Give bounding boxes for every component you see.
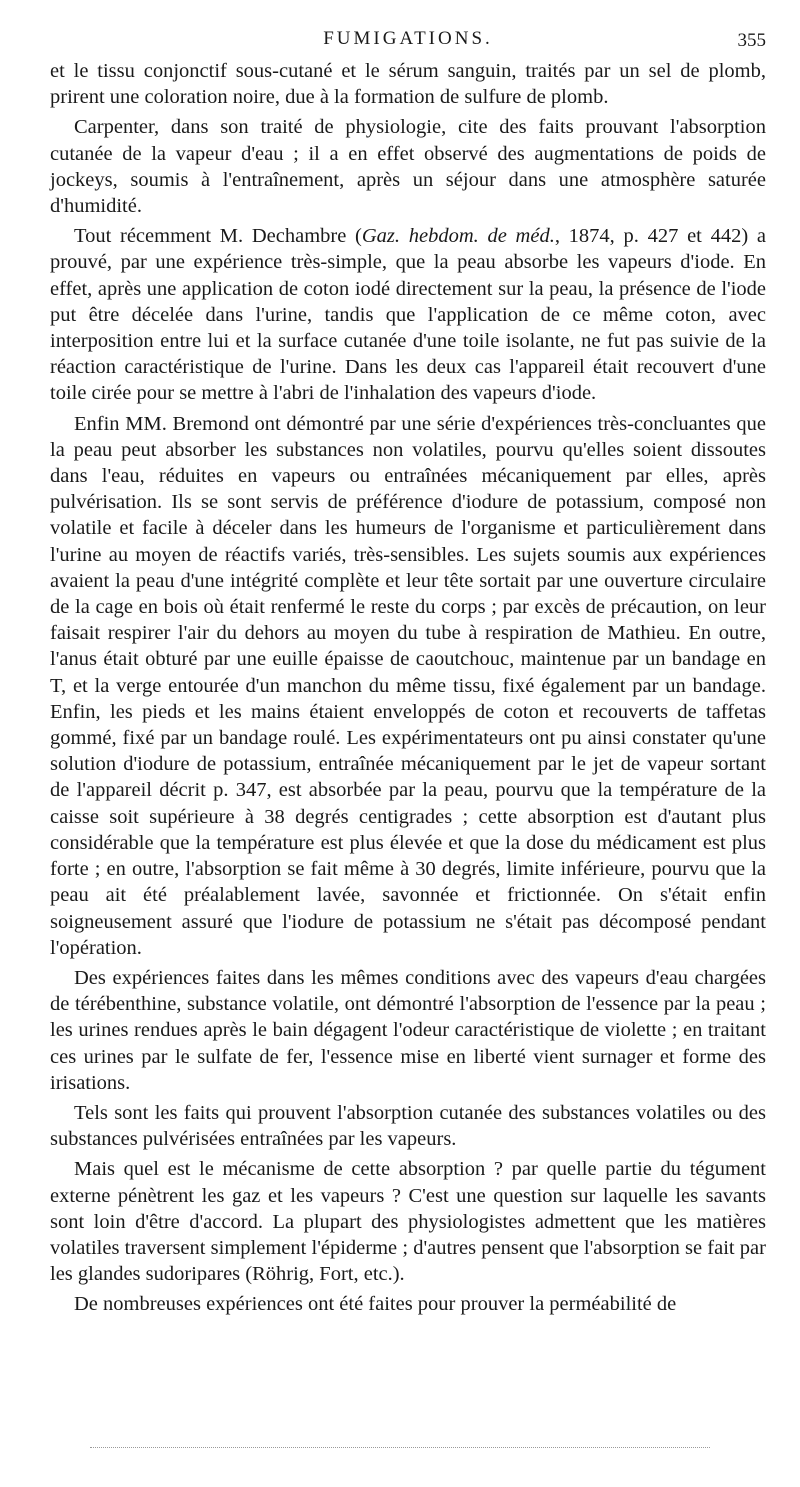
running-head [50, 28, 766, 58]
body-text [50, 58, 766, 1318]
paragraph-permeability: De nombreuses expériences ont été faites pour prouver la perméabilité de [74, 1293, 677, 1316]
paragraph-bremond: Enfin MM. Bremond ont démontré par une série d'expériences très-concluantes que la peau peut absorber les substances non volatiles, pourvu qu'elles soient dissoutes dans l'eau, réduites en vapeurs ou entraînées mécaniquement par elles, après pulvérisation. Ils se sont servis de préférence d'iodure de potassium, composé non volatile et facile à déceler dans les humeurs de l'organisme et particulièrement dans l'urine au moyen de réactifs variés, très-sensibles. Les sujets soumis aux expériences avaient la peau d'une intégrité complète et leur tête sortait par une ouverture circulaire de la cage en bois où était renfermé le reste du corps ; par excès de précaution, on leur faisait respirer l'air du dehors au moyen du tube à respiration de Mathieu. En outre, l'anus était obturé par une euille épaisse de caoutchouc, maintenue par un bandage en T, et la verge entourée d'un manchon du même tissu, fixé également par un bandage. Enfin, les pieds et les mains étaient enveloppés de coton et recouverts de taffetas gommé, fixé par un bandage roulé. Les expérimentateurs ont pu ainsi constater qu'une solution d'iodure de potassium, entraînée mécaniquement par le jet de vapeur sortant de l'appareil décrit p. 347, est absorbée par la peau, pourvu que la température de la caisse soit supérieure à 38 degrés centigrades ; cette absorption est d'autant plus considérable que la température est plus élevée et que la dose du médicament est plus forte ; en outre, l'absorption se fait même à 30 degrés, limite inférieure, pourvu que la peau ait été préalablement lavée, savonnée et frictionnée. On s'était enfin soigneusement assuré que l'iodure de potassium ne s'était pas décomposé pendant l'opération. [50, 412, 766, 959]
paragraph-mechanism: Mais quel est le mécanisme de cette absorption ? par quelle partie du tégument externe pénètrent les gaz et les vapeurs ? C'est une question sur laquelle les savants sont loin d'être d'accord. La plupart des physiologistes admettent que les matières volatiles traversent simplement l'épiderme ; d'autres pensent que l'absorption se fait par les glandes sudoripares (Röhrig, Fort, etc.). [50, 1158, 766, 1286]
journal-citation: Gaz. hebdom. de méd. [361, 225, 555, 248]
paragraph-carpenter: Carpenter, dans son traité de physiologie, cite des faits prouvant l'absorption cutanée de la vapeur d'eau ; il a en effet observé des augmentations de poids de jockeys, soumis à l'entraînement, après un séjour dans une atmosphère saturée d'humidité. [50, 116, 766, 218]
running-title: FUMIGATIONS. [323, 28, 493, 49]
paragraph-dechambre [50, 223, 766, 406]
paragraph-dechambre-body: , 1874, p. 427 et 442) a prouvé, par une expérience très-simple, que la peau absorbe les vapeurs d'iode. En effet, après une application de coton iodé directement sur la peau, la présence de l'iode put être décelée dans l'urine, tandis que l'application de ce même coton, avec interposition entre lui et la surface cutanée d'une toile isolante, ne fut pas suivie de la réaction caractéristique de l'urine. Dans les deux cas l'appareil était recouvert d'une toile cirée pour se mettre à l'abri de l'inhalation des vapeurs d'iode. [50, 225, 766, 405]
paragraph-summary: Tels sont les faits qui prouvent l'absorption cutanée des substances volatiles ou des substances pulvérisées entraînées par les vapeurs. [50, 1101, 766, 1151]
paragraph-continuation: et le tissu conjonctif sous-cutané et le sérum sanguin, traités par un sel de plomb, prirent une coloration noire, due à la formation de sulfure de plomb. [50, 60, 766, 109]
footer-rule [90, 1447, 710, 1448]
book-page [50, 28, 766, 1322]
page-number: 355 [737, 30, 766, 51]
paragraph-terebenthine: Des expériences faites dans les mêmes conditions avec des vapeurs d'eau chargées de térébenthine, substance volatile, ont démontré l'absorption de l'essence par la peau ; les urines rendues après le bain dégagent l'odeur caractéristique de violette ; en traitant ces urines par le sulfate de fer, l'essence mise en liberté vient surnager et forme des irisations. [50, 966, 766, 1094]
paragraph-dechambre-lead: Tout récemment M. Dechambre ( [74, 225, 362, 248]
